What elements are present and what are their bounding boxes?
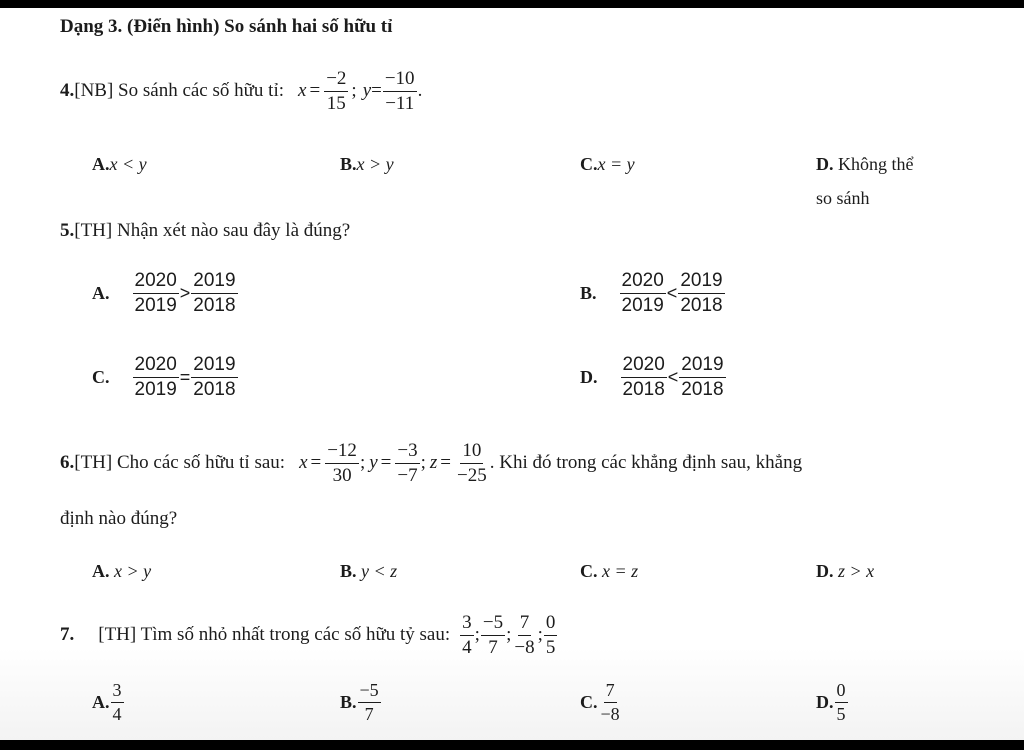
fraction-y: $\frac{-10}{-11}$ xyxy=(384,68,415,114)
bottom-border xyxy=(0,740,1024,750)
var-x: x xyxy=(298,80,307,102)
q6-option-b[interactable]: B. y < z xyxy=(340,561,398,581)
q6-option-a[interactable]: A. x > y xyxy=(92,561,152,581)
question-6: 6. [TH] Cho các số hữu tỉ sau: x = $\frac{-12}{30}$ ; y = $\frac{-3}{-7}$ ; z = $\frac{10}{-25}$ . Khi đó trong các khẳng định sau, khẳng xyxy=(60,440,803,486)
q7-option-a[interactable]: A. $\frac{3}{4}$ xyxy=(92,680,122,724)
q7-option-d[interactable]: D. $\frac{0}{5}$ xyxy=(816,680,846,724)
question-text: [NB] So sánh các số hữu tỉ: xyxy=(74,80,285,102)
q4-option-d[interactable]: D. Không thể xyxy=(816,154,914,174)
q7-option-c[interactable]: C. $\frac{7}{-8}$ xyxy=(580,680,620,724)
section-title: Dạng 3. (Điển hình) So sánh hai số hữu tỉ xyxy=(60,16,393,37)
q5-option-d[interactable]: D. $\frac{2020}{2018}$ < $\frac{2019}{2018}$ xyxy=(580,354,724,400)
document-page xyxy=(0,8,1024,740)
question-7: 7. [TH] Tìm số nhỏ nhất trong các số hữu tỷ sau: $\frac{3}{4}$ ; $\frac{-5}{7}$ ; $\frac{7}{-8}$ ; $\frac{0}{5}$ xyxy=(60,612,556,658)
q5-option-b[interactable]: B. $\frac{2020}{2019}$ < $\frac{2019}{2018}$ xyxy=(580,270,723,316)
q4-option-b[interactable]: B.x > y xyxy=(340,154,394,174)
q4-option-c[interactable]: C.x = y xyxy=(580,154,635,174)
q5-option-a[interactable]: A. $\frac{2020}{2019}$ > $\frac{2019}{2018}$ xyxy=(92,270,236,316)
q4-option-d-continued: so sánh xyxy=(816,188,870,208)
fraction-x: $\frac{-2}{15}$ xyxy=(326,68,347,114)
q6-option-c[interactable]: C. x = z xyxy=(580,561,639,581)
question-6-continued: định nào đúng? xyxy=(60,508,178,529)
q6-option-d[interactable]: D. z > x xyxy=(816,561,875,581)
question-4: 4. [NB] So sánh các số hữu tỉ: x = $\frac{-2}{15}$ ; y = $\frac{-10}{-11}$ . xyxy=(60,68,423,114)
question-5: 5.[TH] Nhận xét nào sau đây là đúng? xyxy=(60,220,351,241)
q4-option-a[interactable]: A.x < y xyxy=(92,154,147,174)
q7-option-b[interactable]: B. $\frac{-5}{7}$ xyxy=(340,680,379,724)
var-y: y xyxy=(362,80,372,102)
question-number: 4. xyxy=(60,80,75,102)
q5-option-c[interactable]: C. $\frac{2020}{2019}$ = $\frac{2019}{2018}$ xyxy=(92,354,236,400)
